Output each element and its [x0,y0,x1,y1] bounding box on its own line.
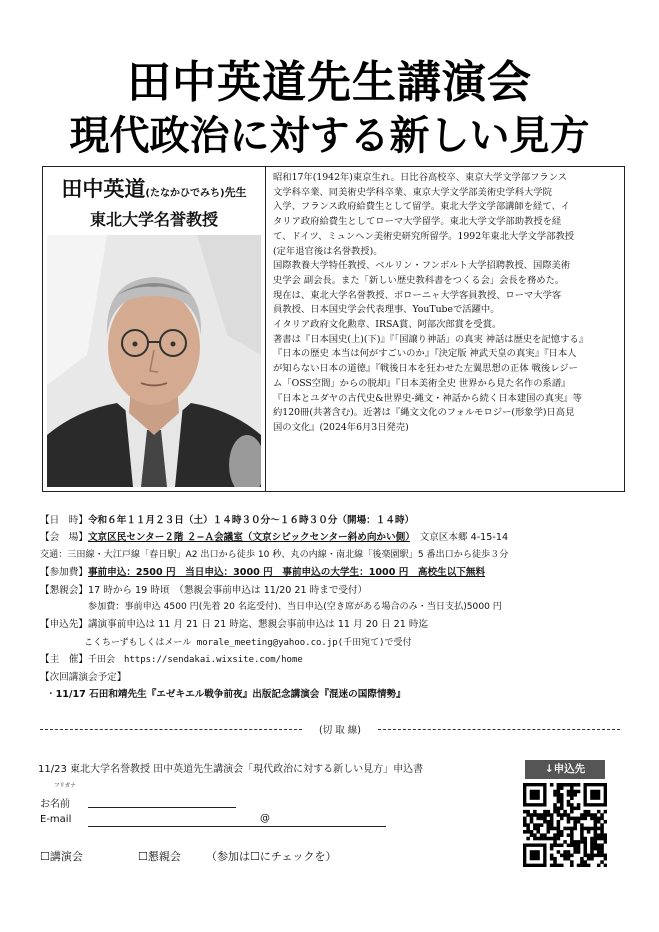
profile-box [42,166,625,492]
apply-destination-label: ↓申込先 [525,760,605,779]
access-row [40,547,640,564]
next-event-row [40,686,640,703]
fee-value: 事前申込：2500 円 当日申込：3000 円 事前申込の大学生：1000 円 高校生以下無料 [87,567,486,579]
party-row [40,582,640,599]
bio-line: 文学科卒業、同美術史学科卒業、東京大学文学部美術史学科大学院 [273,186,552,198]
bio-line: 『日本とユダヤの古代史&世界史-縄文・神話から続く日本建国の真実』等 [273,392,582,404]
bio-line: 現在は、東北大学名誉教授、ボローニャ大学客員教授、ローマ大学客 [273,289,562,301]
title-line2: 現代政治に対する新しい見方 [69,113,590,159]
host-label: 【主 催】 [40,654,88,666]
bio-line: イタリア政府文化勲章、IRSA賞、阿部次郎賞を受賞。 [273,319,502,331]
qr-code-icon[interactable] [523,783,607,867]
bio-line: 国際教養大学特任教授、ベルリン・フンボルト大学招聘教授、国際美術 [273,260,571,272]
bio-line: 昭和17年(1942年)東京生れ。日比谷高校卒、東京大学文学部フランス [273,172,568,183]
photo-panel [43,167,266,491]
event-info [40,512,640,703]
venue-address: 文京区本郷 4-15-14 [419,532,509,544]
form-title: 11/23 東北大学名誉教授 田中英道先生講演会「現代政治に対する新しい見方」申込書 [38,764,424,775]
furigana-label: フリガナ [54,783,76,789]
next-event: 11/17 石田和靖先生『エゼキエル戦争前夜』出版記念講演会『混迷の国際情勢』 [55,688,406,700]
venue-value: 文京区民センター２階 ２−Ａ会議室（文京シビックセンター斜め向かい側） [87,532,410,544]
speaker-biography [273,171,621,436]
bio-line: が知らない日本の道徳』『戦後日本を狂わせた左翼思想の正体 戦後レジー [273,363,578,375]
bio-line: ム「OSS空間」からの脱却』『日本美術全史 世界から見た名作の系譜』 [273,377,571,389]
host-value[interactable]: 千田会 https://sendakai.wixsite.com/home [87,655,303,666]
cut-line-right [378,729,620,730]
apply-contact[interactable]: こくちーずもしくはメール morale_meeting@yahoo.co.jp(千田宛て)で受付 [84,637,412,648]
party-label: 【懇親会】 [40,584,88,596]
bio-line: 『日本の歴史 本当は何がすごいのか』『決定版 神武天皇の真実』『日本人 [273,348,577,360]
apply-label: 【申込先】 [40,619,88,631]
speaker-name: 田中英道 [61,177,146,201]
party-value: 17 時から 19 時頃 （懇親会事前申込は 11/20 21 時まで受付） [87,584,368,596]
cut-line-left [40,729,302,730]
name-field[interactable] [88,807,236,808]
at-mark: @ [260,813,270,824]
party-fee-row [40,599,640,616]
cut-line [40,722,620,736]
name-label: お名前 [40,799,70,810]
bio-line: 著書は『日本国史(上)(下)』『「国譲り神話」の真実 神話は歴史を記憶する』 [273,333,588,345]
speaker-title: 東北大学名誉教授 [89,210,218,229]
lecture-checkbox[interactable]: ☐講演会 [40,850,83,863]
email-label: E-mail [40,814,72,825]
next-label-row [40,669,640,686]
bio-line: 国の文化』(2024年6月3日発売) [273,421,409,433]
speaker-photo [47,235,261,487]
bio-line: 入学、フランス政府給費生として留学。東北大学文学部講師を経て、イ [273,201,571,213]
speaker-ruby: (たなかひでみち) [145,188,225,199]
date-value: 令和６年１１月２３日（土）１４時３０分～１６時３０分（開場：１４時） [87,515,415,526]
speaker-honorific: 先生 [224,186,247,199]
bio-line: タリア政府給費生としてローマ大学留学。東北大学文学部助教授を経 [273,216,562,228]
fee-label: 【参加費】 [40,567,88,579]
bio-line: 史学会 副会長。また「新しい歴史教科書をつくる会」会長を務めた。 [273,274,565,286]
email-field[interactable] [88,826,386,827]
apply-row [40,616,640,633]
checkbox-note: （参加は☐にチェックを） [206,850,337,863]
bio-line: 約120冊(共著含む)。近著は『縄文文化のフォルモロジー(形象学)日高見 [273,407,575,419]
party-checkbox[interactable]: ☐懇親会 [138,850,181,863]
speaker-name-heading [43,173,265,203]
next-bullet: ・ [46,688,56,700]
venue-row [40,529,640,546]
title-line1: 田中英道先生講演会 [127,57,532,108]
fee-row [40,564,640,581]
party-fee: 参加費：事前申込 4500 円(先着 20 名迄受付)、当日申込(空き席がある場合のみ・当日支払)5000 円 [88,601,502,612]
date-label: 【日 時】 [40,515,88,526]
apply-contact-row [40,634,640,651]
bio-line: 員教授、日本国史学会代表理事、YouTubeで活躍中。 [273,304,500,316]
venue-label: 【会 場】 [40,532,88,544]
date-row [40,512,640,529]
next-label: 【次回講演会予定】 [40,671,127,683]
cut-line-label: (切 取 線) [319,725,361,736]
bio-line: (定年退官後は名誉教授)。 [273,245,383,257]
host-row [40,651,640,668]
access-text: 交通：三田線・大江戸線「春日駅」A2 出口から徒歩 10 秒、丸の内線・南北線「後楽園駅」5 番出口から徒歩３分 [40,549,509,560]
bio-line: て、ドイツ、ミュンヘン美術史研究所留学。1992年東北大学文学部教授 [273,230,575,242]
apply-value: 講演事前申込は 11 月 21 日 21 時迄、懇親会事前申込は 11 月 20 日 21 時迄 [87,619,429,631]
